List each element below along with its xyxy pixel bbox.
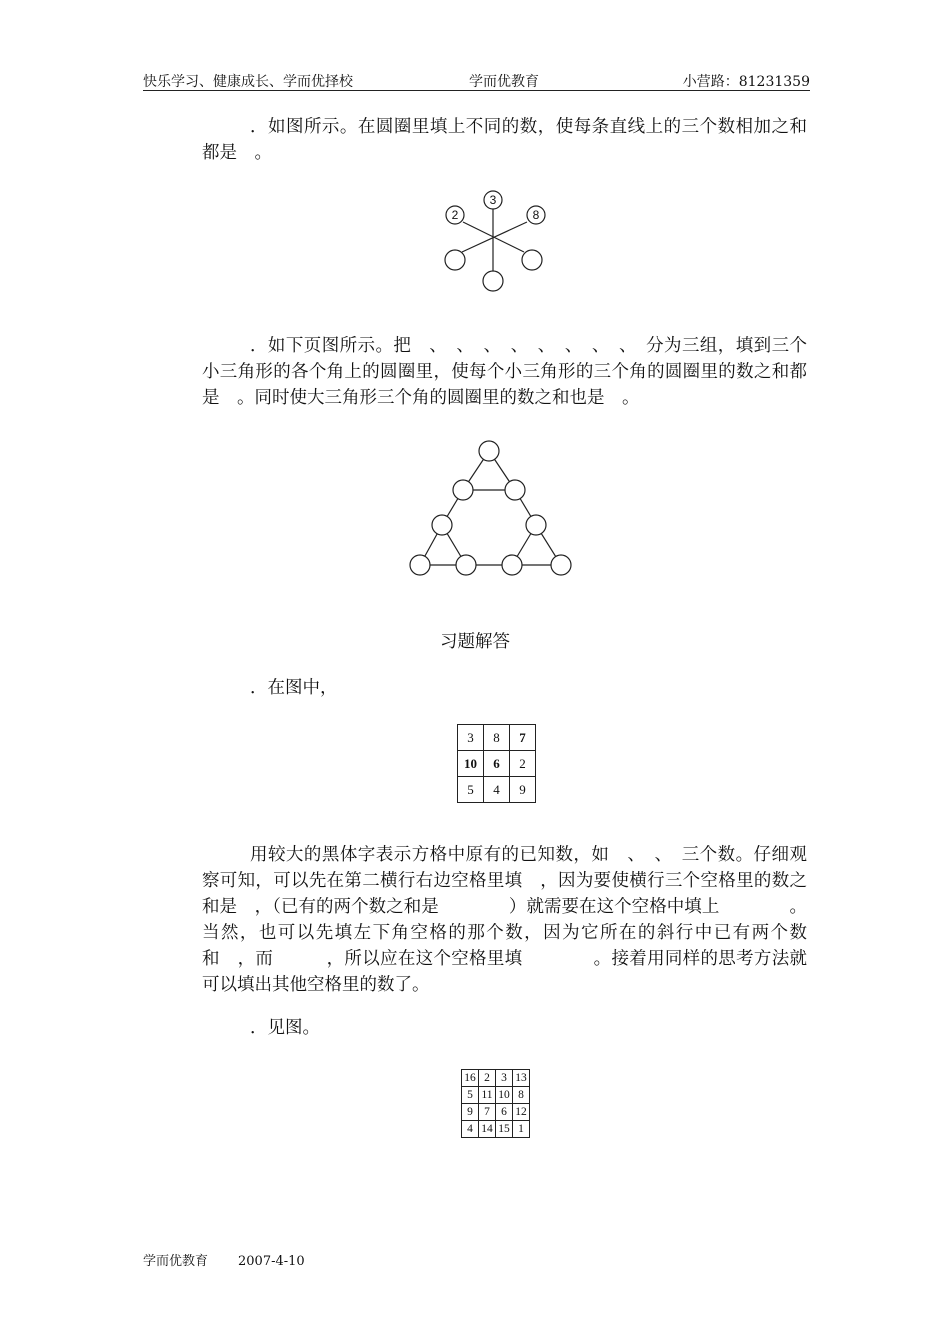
- grid-cell: 5: [462, 1087, 479, 1104]
- circle-bottom-inner-right: [502, 555, 522, 575]
- grid-cell: 8: [484, 725, 510, 751]
- footer-date: 2007-4-10: [238, 1254, 305, 1269]
- header-school-slogan: 快乐学习、健康成长、学而优择校: [143, 74, 353, 90]
- section-title: 习题解答: [440, 632, 510, 652]
- grid-cell: 12: [513, 1104, 530, 1121]
- header-address: 小营路：81231359: [682, 74, 810, 90]
- grid-cell: 4: [462, 1121, 479, 1138]
- circle-top-value: 3: [489, 193, 497, 207]
- grid-cell: 7: [510, 725, 536, 751]
- footer-org: 学而优教育: [143, 1254, 209, 1269]
- circle-left-value: 2: [451, 208, 459, 222]
- circle-right-value: 8: [532, 208, 540, 222]
- grid-cell: 10: [496, 1087, 513, 1104]
- circle-lower-left: [445, 250, 465, 270]
- answer1-explanation: 用较大的黑体字表示方格中原有的已知数，如 、 、 三个数。仔细观察可知，可以先在第二横行右边空格里填 ，因为要使横行三个空格里的数之和是 ，（已有的两个数之和是 ）就需要在这个空格中填上 。当然，也可以先填左下角空格的那个数，因为它所在的斜行中已有两个数 和 ，而 ，所以应在这个空格里填 。接着用同样的思考方法就可以填出其他空格里的数了。: [202, 845, 825, 995]
- grid-cell: 16: [462, 1070, 479, 1087]
- grid-cell: 9: [510, 777, 536, 803]
- triangles-diagram: [400, 435, 580, 585]
- page-header: [143, 70, 810, 91]
- grid-cell: 2: [510, 751, 536, 777]
- grid-cell: 4: [484, 777, 510, 803]
- grid-cell: 10: [458, 751, 484, 777]
- magic-square-4x4: [461, 1069, 530, 1138]
- header-org: 学而优教育: [469, 74, 539, 90]
- circle-mid-right: [526, 515, 546, 535]
- star-lines-diagram: [430, 185, 560, 295]
- circle-bottom-right: [551, 555, 571, 575]
- grid-cell: 5: [458, 777, 484, 803]
- circle-mid-left: [432, 515, 452, 535]
- circle-bottom-inner-left: [456, 555, 476, 575]
- circle-bottom: [483, 271, 503, 291]
- problem1-text: ．如图所示。在圆圈里填上不同的数，使每条直线上的三个数相加之和都是 。: [202, 117, 807, 163]
- circle-bottom-left: [410, 555, 430, 575]
- answer2-intro: ．见图。: [250, 1018, 320, 1038]
- circle-top-right: [505, 480, 525, 500]
- grid-cell: 14: [479, 1121, 496, 1138]
- answer1-intro: ．在图中，: [250, 678, 338, 698]
- magic-square-3x3: [457, 724, 536, 803]
- grid-cell: 3: [458, 725, 484, 751]
- grid-cell: 9: [462, 1104, 479, 1121]
- grid-cell: 1: [513, 1121, 530, 1138]
- grid-cell: 15: [496, 1121, 513, 1138]
- grid-cell: 7: [479, 1104, 496, 1121]
- grid-cell: 13: [513, 1070, 530, 1087]
- circle-top-left: [453, 480, 473, 500]
- grid-cell: 11: [479, 1087, 496, 1104]
- grid-cell: 2: [479, 1070, 496, 1087]
- circle-lower-right: [522, 250, 542, 270]
- page-footer: [143, 1250, 335, 1269]
- grid-cell: 3: [496, 1070, 513, 1087]
- grid-cell: 8: [513, 1087, 530, 1104]
- grid-cell: 6: [496, 1104, 513, 1121]
- grid-cell: 6: [484, 751, 510, 777]
- problem2-text: ．如下页图所示。把 、 、 、 、 、 、 、 、 分为三组，填到三个小三角形的各个角上的圆圈里，使每个小三角形的三个角的圆圈里的数之和都是 。同时使大三角形三个角的圆圈里的数之和也是 。: [202, 336, 807, 408]
- circle-apex: [479, 441, 499, 461]
